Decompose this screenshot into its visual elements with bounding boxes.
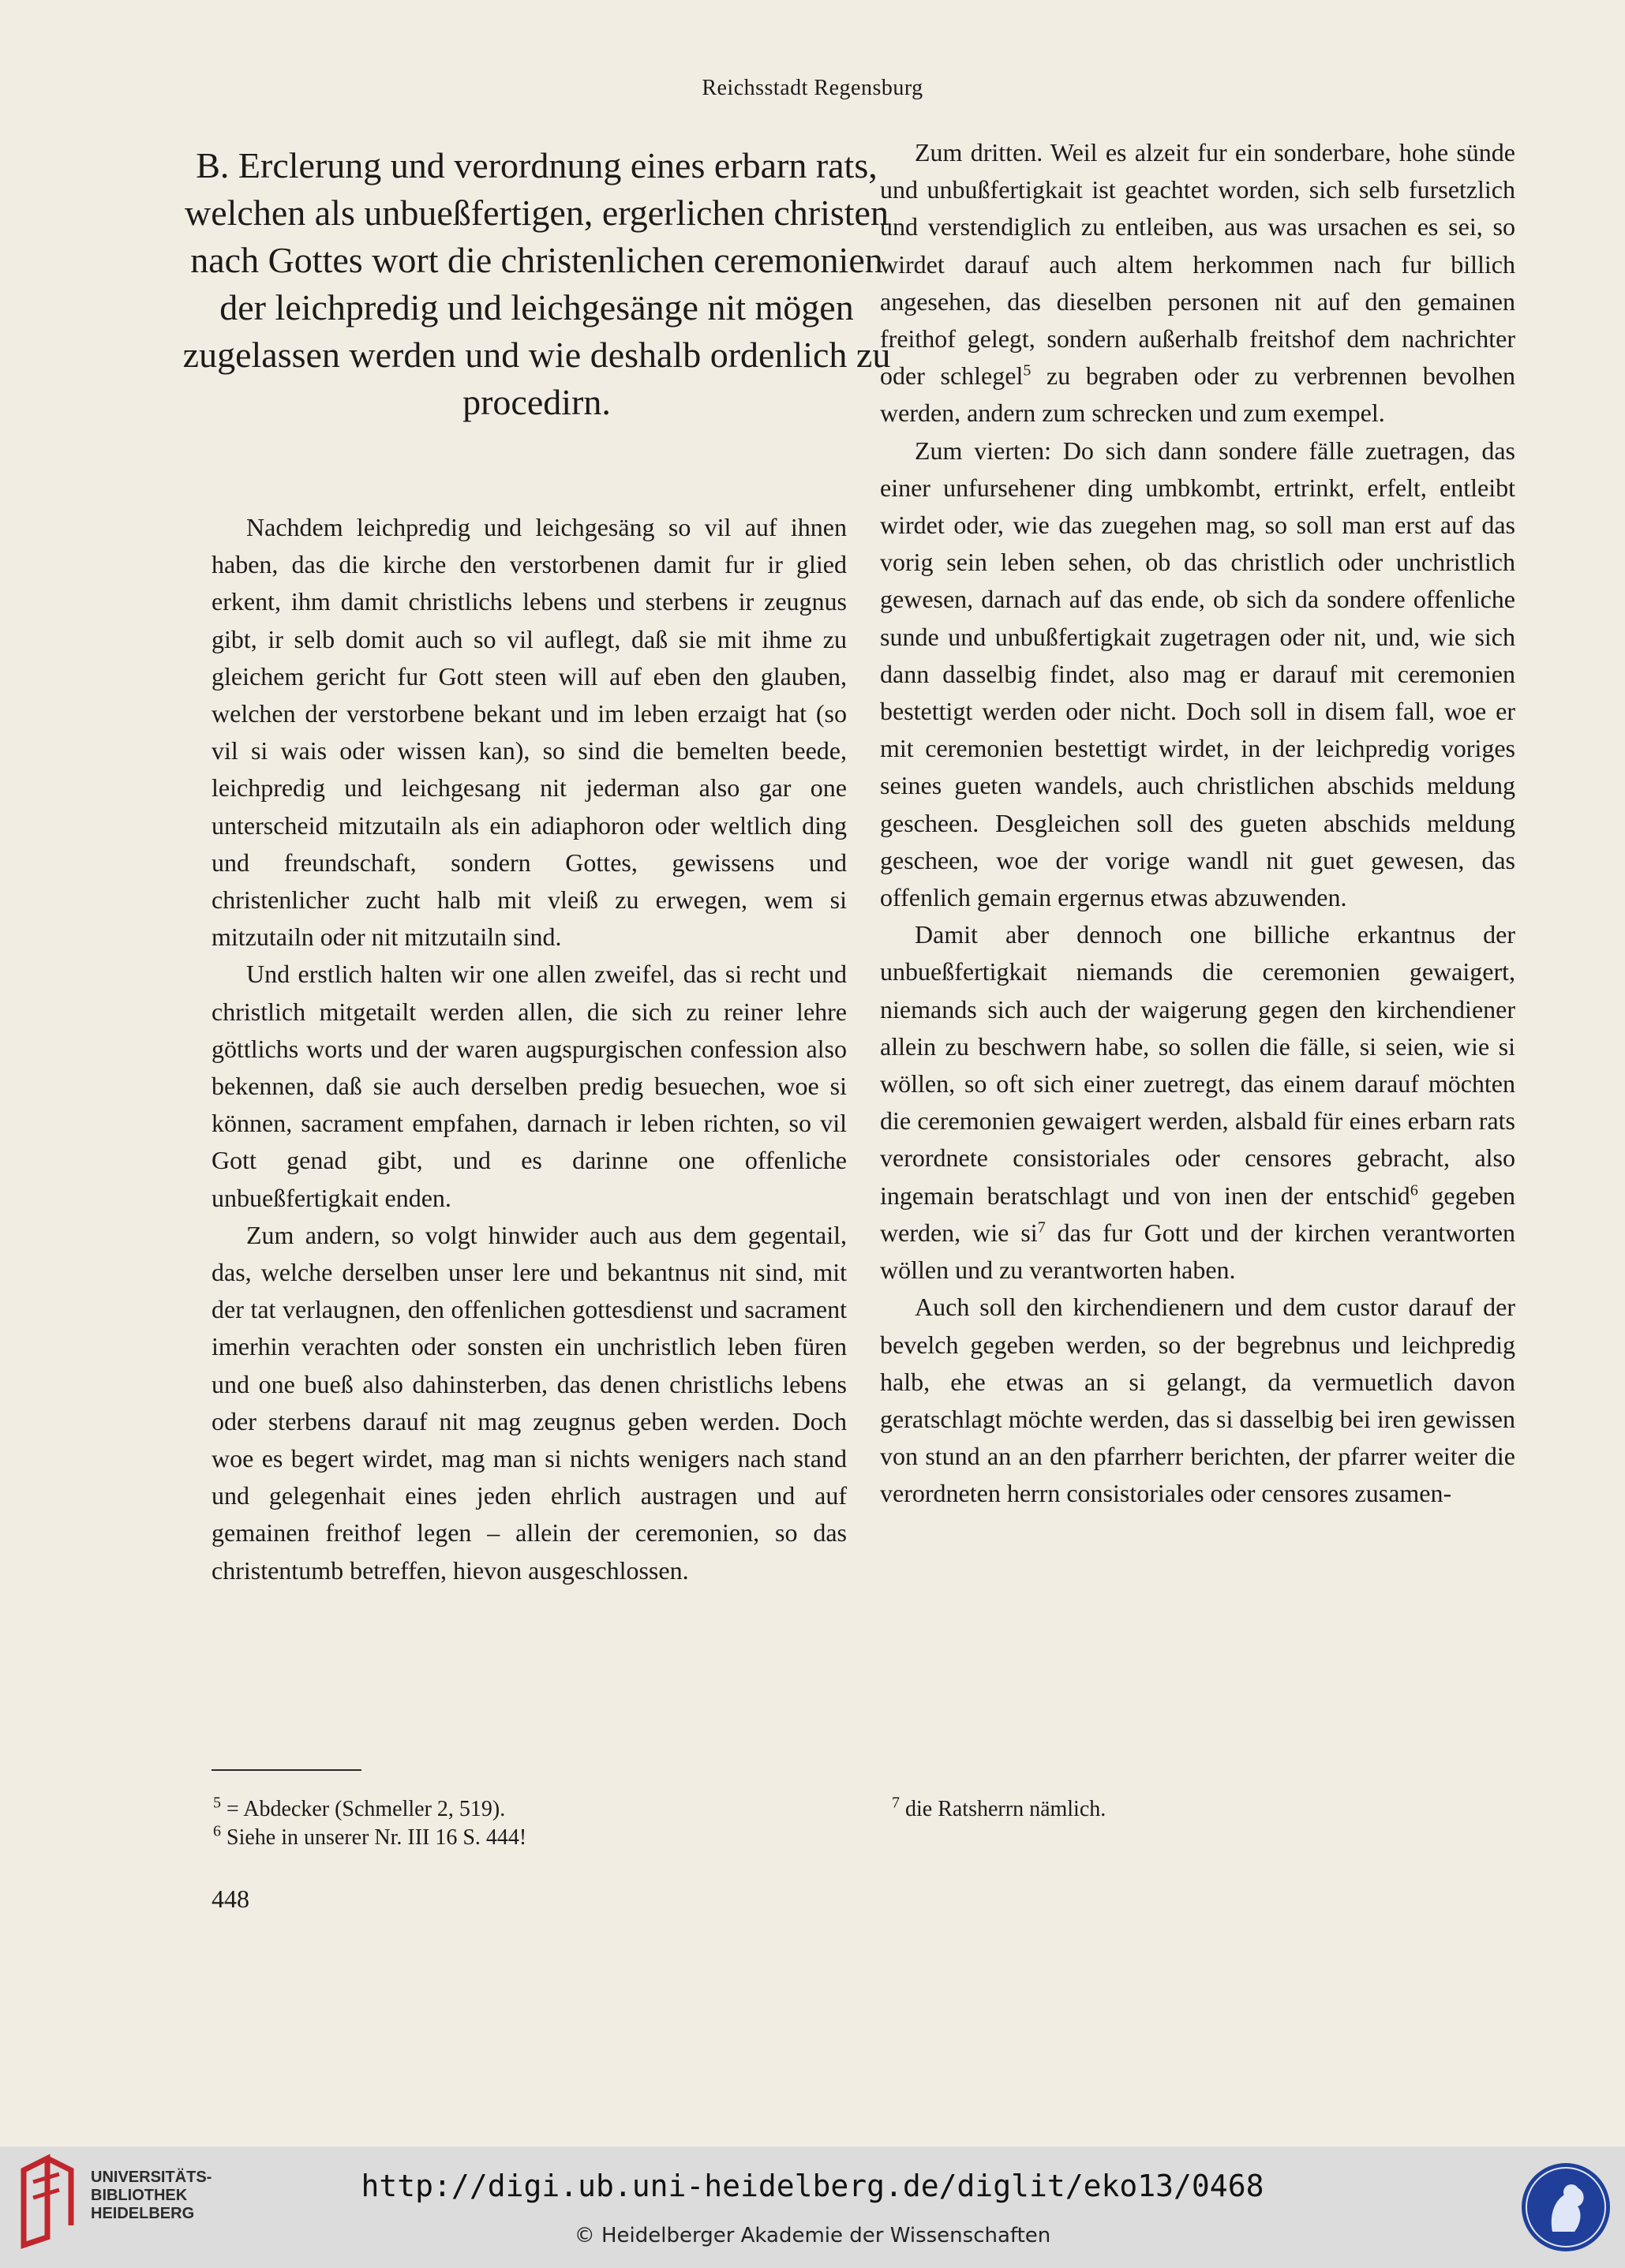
footnote-number: 5 <box>213 1794 221 1812</box>
left-column <box>212 509 847 1589</box>
footnote-number: 7 <box>892 1794 900 1812</box>
footnote-5 <box>213 1795 526 1824</box>
running-head: Reichsstadt Regensburg <box>702 76 923 100</box>
paragraph: Zum vierten: Do sich dann sondere fälle zuetragen, das einer unfursehener ding umbkombt, ertrinkt, erfelt, entleibt wirdet oder, wie das zuegehen mag, so soll man erst auf das vorig sein leben sehen, ob das christlich oder unchristlich gewesen, darnach auf das ende, ob sich da sondere offenliche sunde und unbußfertigkait zugetragen oder nit, und, wie sich dann dasselbig findet, also mag er darauf mit ceremonien bestettigt werden oder nicht. Doch soll in disem fall, woe er mit ceremonien bestettigt wirdet, in der leichpredig voriges seines gueten wandels, auch christlichen abschids meldung gescheen. Desgleichen soll des gueten abschids meldung gescheen, woe der vorige wandl nit guet gewesen, das offenlich gemain ergernus etwas abzuwenden. <box>880 436 1515 912</box>
paragraph <box>880 134 1515 432</box>
footnote-divider <box>212 1769 361 1771</box>
footnote-marker: 7 <box>1037 1218 1046 1237</box>
footnotes-right <box>892 1795 1106 1824</box>
logo-line: UNIVERSITÄTS- <box>91 2169 212 2186</box>
footnote-number: 6 <box>213 1822 221 1840</box>
footnote-marker: 5 <box>1023 361 1032 380</box>
academy-emblem-icon[interactable] <box>1519 2161 1612 2254</box>
footnote-7 <box>892 1795 1106 1824</box>
permalink-url[interactable]: http://digi.ub.uni-heidelberg.de/diglit/eko13/0468 <box>361 2169 1264 2203</box>
text-run: gegeben werden, wie si <box>880 1181 1516 1247</box>
footnotes-left <box>213 1795 526 1852</box>
page-number: 448 <box>212 1884 249 1913</box>
paragraph: Zum andern, so volgt hinwider auch aus dem gegentail, das, welche derselben unser lere und bekantnus nit sind, mit der tat verlaugnen, den offenlichen gottesdienst und sacrament imerhin verachten oder sonsten ein unchristlich leben füren und one bueß also dahinsterben, das denen christlichs lebens oder sterbens darauf nit mag zeugnus geben werden. Doch woe es begert wirdet, mag man si nichts wenigers nach stand und gelegenhait eines jeden ehrlich austragen und auf gemainen freithof legen – allein der ceremonien, so das christentumb betreffen, hievon ausgeschlossen. <box>212 1220 847 1585</box>
viewer-footer <box>0 2146 1625 2268</box>
footnote-marker: 6 <box>1410 1181 1418 1199</box>
footnote-text: = Abdecker (Schmeller 2, 519). <box>221 1797 506 1821</box>
logo-line: BIBLIOTHEK <box>91 2187 188 2204</box>
copyright-notice: © Heidelberger Akademie der Wissenschaften <box>574 2224 1051 2247</box>
paragraph: Auch soll den kirchendienern und dem custor darauf der bevelch gegeben werden, so der begrebnus und leichpredig halb, ehe etwas an si gelangt, da vermuetlich davon geratschlagt möchte werden, das si dasselbig bei iren gewissen von stund an an den pfarrherr berichten, der pfarrer weiter die verordneten herrn consistoriales oder censores zusamen- <box>880 1293 1515 1508</box>
right-column <box>880 134 1515 1513</box>
paragraph <box>880 916 1515 1289</box>
section-heading: B. Erclerung und verordnung eines erbarn rats, welchen als unbueßfertigen, ergerlichen christen nach Gottes wort die christenlichen ceremonien der leichpredig und leichgesänge nit mögen zugelassen werden und wie deshalb ordenlich zu procedirn. <box>182 145 891 422</box>
paragraph: Und erstlich halten wir one allen zweifel, das si recht und christlich mitgetailt werden allen, die sich zu reiner lehre göttlichs worts und der waren augspurgischen confession also bekennen, daß sie auch derselben predig besuechen, woe si können, sacrament empfahen, darnach ir leben richten, so vil Gott genad gibt, und es darinne one offenliche unbueßfertigkait enden. <box>212 960 847 1212</box>
logo-line: HEIDELBERG <box>91 2205 195 2222</box>
footnote-text: die Ratsherrn nämlich. <box>900 1797 1106 1821</box>
footnote-6 <box>213 1824 526 1852</box>
paragraph: Nachdem leichpredig und leichgesäng so vil auf ihnen haben, das die kirche den verstorbenen damit fur ir glied erkent, ihm damit christlichs lebens und sterbens ir zeugnus gibt, ir selb domit auch so vil auflegt, daß sie mit ihme zu gleichem gericht fur Gott steen will auf eben den glauben, welchen der verstorbene bekant und im leben erzaigt hat (so vil si wais oder wissen kan), so sind die bemelten beede, leichpredig und leichgesang nit jederman also gar one unterscheid mitzutailn als ein adiaphoron oder weltlich ding und freundschaft, sondern Gottes, gewissens und christenlicher zucht halb mit vleiß zu erwegen, wem si mitzutailn oder nit mitzutailn sind. <box>212 513 847 952</box>
text-run: Damit aber dennoch one billiche erkantnus der unbueßfertigkait niemands die ceremonien gewaigert, niemands sich auch der waigerung gegen den kirchendiener allein zu beschwern habe, so sollen die fälle, si seien, wie si wöllen, so oft sich einer zuetregt, das einem darauf möchten die ceremonien gewaigert werden, alsbald für eines erbarn rats verordnete consistoriales oder censores gebracht, also ingemain beratschlagt und von inen der entschid <box>880 920 1515 1210</box>
text-run: das fur Gott und der kirchen verantworten wöllen und zu verantworten haben. <box>880 1218 1516 1285</box>
text-run: Zum dritten. Weil es alzeit fur ein sonderbare, hohe sünde und unbußfertigkait ist geachtet worden, sich selb fursetzlich und verstendiglich zu entleiben, aus was ursachen es sei, so wirdet darauf auch altem herkommen nach fur billich angesehen, das dieselben personen nit auf den gemainen freithof gelegt, sondern außerhalb freitshof dem nachrichter oder schlegel <box>880 138 1515 391</box>
footnote-text: Siehe in unserer Nr. III 16 S. 444! <box>221 1825 527 1850</box>
text-run: zu begraben oder zu verbrennen bevolhen werden, andern zum schrecken und zum exempel. <box>880 361 1516 428</box>
